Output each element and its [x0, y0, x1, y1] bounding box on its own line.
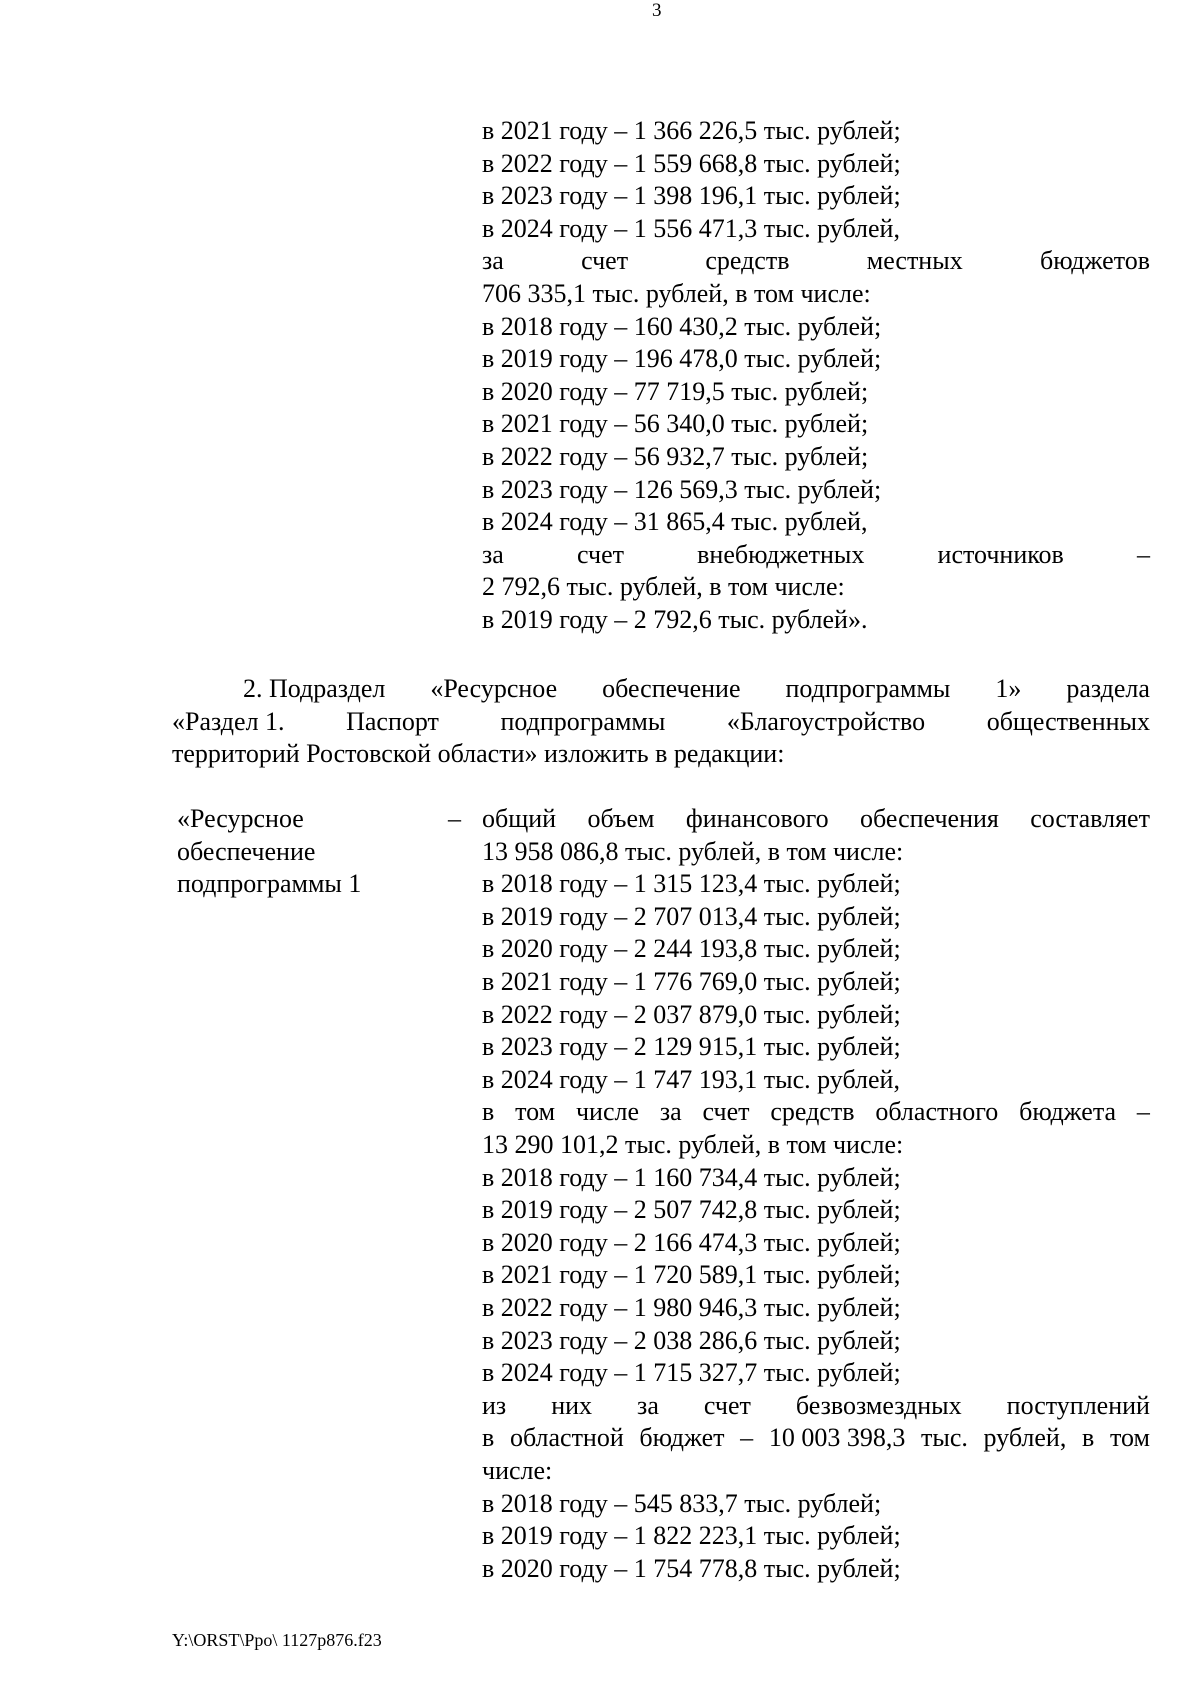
- gratuitous-header-word: в: [482, 1423, 495, 1453]
- funding-line: в 2018 году – 1 315 123,4 тыс. рублей;: [482, 869, 901, 899]
- paragraph-2-line-word: общественных: [986, 706, 1150, 736]
- gratuitous-header-word: за: [637, 1390, 659, 1420]
- gratuitous-header-word: рублей,: [983, 1423, 1067, 1453]
- funding-line: в 2024 году – 31 865,4 тыс. рублей,: [482, 507, 868, 537]
- paragraph-2-line: [243, 674, 1150, 704]
- local-budget-header-word: бюджетов: [1039, 246, 1150, 276]
- paragraph-2-line-word: 2. Подраздел: [243, 674, 386, 703]
- gratuitous-header-word: из: [482, 1390, 507, 1420]
- local-budget-header: [482, 246, 1150, 276]
- regional-budget-header-word: в: [482, 1097, 495, 1127]
- funding-line: в 2018 году – 160 430,2 тыс. рублей;: [482, 311, 882, 341]
- funding-line: числе:: [482, 1456, 553, 1485]
- paragraph-2-line: территорий Ростовской области» изложить в редакции:: [172, 739, 785, 769]
- gratuitous-header-word: безвозмездных: [795, 1390, 962, 1420]
- resource-label: «Ресурсное: [177, 804, 304, 833]
- funding-line: в 2019 году – 1 822 223,1 тыс. рублей;: [482, 1521, 901, 1551]
- extrabudgetary-header-word: счет: [576, 539, 624, 569]
- funding-line: 2 792,6 тыс. рублей, в том числе:: [482, 572, 845, 602]
- page-number: 3: [652, 0, 662, 21]
- local-budget-header-word: местных: [866, 246, 963, 276]
- funding-line: в 2023 году – 2 129 915,1 тыс. рублей;: [482, 1032, 901, 1062]
- regional-budget-header: [482, 1097, 1150, 1127]
- paragraph-2-line-word: Паспорт: [346, 706, 439, 736]
- paragraph-2-line-word: подпрограммы: [785, 674, 951, 703]
- funding-line: 13 958 086,8 тыс. рублей, в том числе:: [482, 836, 904, 866]
- funding-line: 706 335,1 тыс. рублей, в том числе:: [482, 279, 871, 308]
- funding-line: в 2022 году – 1 980 946,3 тыс. рублей;: [482, 1293, 901, 1322]
- funding-line: в 2021 году – 1 776 769,0 тыс. рублей;: [482, 967, 901, 996]
- resource-label: подпрограммы 1: [177, 869, 362, 899]
- regional-budget-header-word: том: [515, 1097, 556, 1127]
- funding-line: в 2018 году – 545 833,7 тыс. рублей;: [482, 1488, 882, 1518]
- funding-line: в 2020 году – 77 719,5 тыс. рублей;: [482, 376, 869, 406]
- gratuitous-header-word: бюджет: [639, 1423, 725, 1453]
- paragraph-2-line-word: «Раздел 1.: [172, 706, 285, 736]
- paragraph-2-line-word: «Благоустройство: [726, 706, 926, 736]
- funding-line: в 2020 году – 2 244 193,8 тыс. рублей;: [482, 934, 901, 964]
- extrabudgetary-header-word: внебюджетных: [697, 539, 865, 569]
- total-volume-line-word: обеспечения: [860, 804, 999, 833]
- gratuitous-header-word: том: [1109, 1423, 1150, 1453]
- funding-line: в 2021 году – 1 720 589,1 тыс. рублей;: [482, 1260, 901, 1290]
- regional-budget-header-word: счет: [702, 1097, 750, 1127]
- paragraph-2-line-word: 1»: [995, 674, 1022, 703]
- paragraph-2-line-word: раздела: [1066, 674, 1150, 703]
- funding-line: в 2022 году – 56 932,7 тыс. рублей;: [482, 442, 869, 471]
- funding-line: в 2023 году – 2 038 286,6 тыс. рублей;: [482, 1325, 901, 1355]
- gratuitous-header-word: –: [740, 1423, 754, 1453]
- paragraph-2-line-word: «Ресурсное: [430, 674, 558, 703]
- extrabudgetary-header-word: за: [482, 539, 504, 569]
- gratuitous-header-word: тыс.: [920, 1423, 968, 1453]
- gratuitous-header-word: них: [551, 1390, 593, 1420]
- gratuitous-header: [482, 1391, 1150, 1421]
- gratuitous-header: [482, 1423, 1150, 1453]
- footer-file-path: Y:\ORST\Ppo\ 1127p876.f23: [172, 1630, 382, 1650]
- total-volume-line-word: составляет: [1030, 804, 1150, 833]
- funding-line: в 2023 году – 1 398 196,1 тыс. рублей;: [482, 181, 901, 211]
- extrabudgetary-header: [482, 540, 1150, 570]
- label-dash: –: [448, 804, 461, 833]
- regional-budget-header-word: бюджета: [1019, 1097, 1117, 1127]
- regional-budget-header-word: областного: [875, 1097, 999, 1127]
- local-budget-header-word: за: [482, 246, 504, 276]
- gratuitous-header-word: счет: [703, 1390, 751, 1420]
- funding-line: в 2024 году – 1 715 327,7 тыс. рублей;: [482, 1358, 901, 1388]
- funding-line: в 2022 году – 2 037 879,0 тыс. рублей;: [482, 999, 901, 1029]
- gratuitous-header-word: в: [1082, 1423, 1095, 1453]
- regional-budget-header-word: числе: [575, 1097, 639, 1127]
- funding-line: в 2019 году – 2 792,6 тыс. рублей».: [482, 605, 868, 634]
- funding-line: в 2019 году – 2 507 742,8 тыс. рублей;: [482, 1195, 901, 1225]
- paragraph-2-line-word: обеспечение: [602, 674, 741, 703]
- local-budget-header-word: счет: [581, 246, 629, 276]
- paragraph-2-line: [172, 707, 1150, 737]
- funding-line: в 2024 году – 1 747 193,1 тыс. рублей,: [482, 1064, 900, 1094]
- gratuitous-header-word: 10 003 398,3: [768, 1423, 906, 1453]
- total-volume-line-word: общий: [482, 804, 557, 833]
- gratuitous-header-word: поступлений: [1006, 1390, 1150, 1420]
- extrabudgetary-header-word: –: [1137, 539, 1150, 569]
- funding-line: в 2021 году – 1 366 226,5 тыс. рублей;: [482, 116, 901, 145]
- funding-line: в 2018 году – 1 160 734,4 тыс. рублей;: [482, 1162, 901, 1192]
- total-volume-line: [482, 804, 1150, 834]
- total-volume-line-word: финансового: [685, 804, 829, 833]
- funding-line: в 2023 году – 126 569,3 тыс. рублей;: [482, 474, 882, 504]
- funding-line: в 2024 году – 1 556 471,3 тыс. рублей,: [482, 213, 900, 243]
- funding-line: в 2020 году – 2 166 474,3 тыс. рублей;: [482, 1227, 901, 1257]
- funding-line: в 2019 году – 2 707 013,4 тыс. рублей;: [482, 901, 901, 931]
- resource-label: обеспечение: [177, 836, 316, 866]
- gratuitous-header-word: областной: [509, 1423, 624, 1453]
- funding-line: в 2020 году – 1 754 778,8 тыс. рублей;: [482, 1553, 901, 1583]
- regional-budget-header-word: –: [1136, 1097, 1150, 1127]
- funding-line: в 2022 году – 1 559 668,8 тыс. рублей;: [482, 148, 901, 178]
- funding-line: в 2021 году – 56 340,0 тыс. рублей;: [482, 409, 869, 439]
- extrabudgetary-header-word: источников: [937, 539, 1064, 569]
- funding-line: в 2019 году – 196 478,0 тыс. рублей;: [482, 344, 882, 374]
- local-budget-header-word: средств: [705, 246, 790, 276]
- total-volume-line-word: объем: [587, 804, 655, 833]
- funding-line: 13 290 101,2 тыс. рублей, в том числе:: [482, 1130, 904, 1159]
- regional-budget-header-word: средств: [770, 1097, 855, 1127]
- paragraph-2-line-word: подпрограммы: [500, 706, 666, 736]
- regional-budget-header-word: за: [659, 1097, 682, 1127]
